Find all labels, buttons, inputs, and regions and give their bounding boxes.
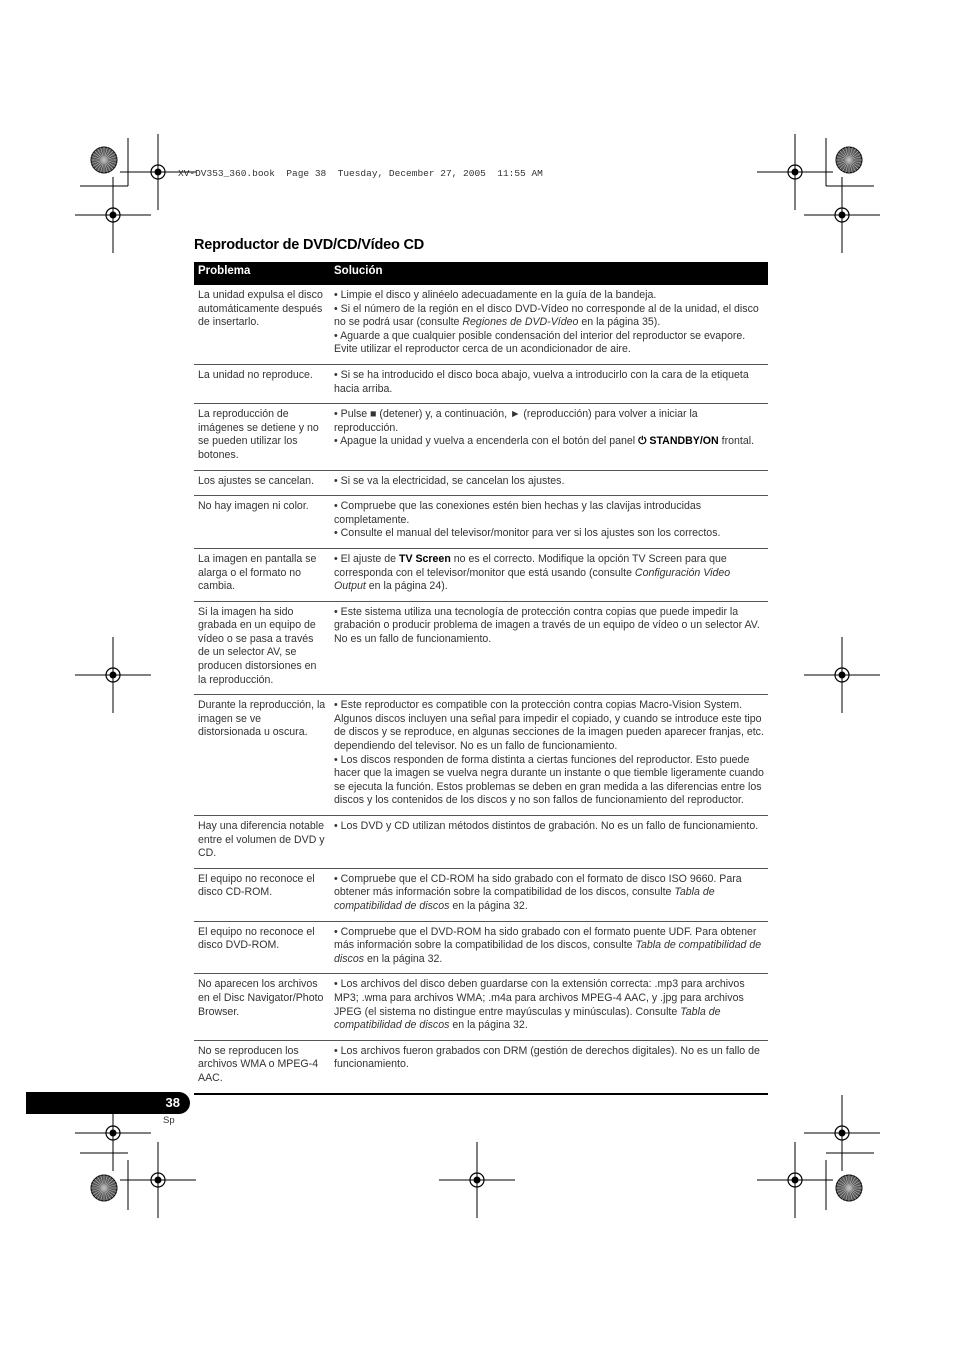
print-header: XV-DV353_360.book Page 38 Tuesday, December 27, 2005 11:55 AM [178,168,543,179]
cross-reference: Tabla de compatibilidad de discos [334,886,715,912]
solution-text: • Limpie el disco y alinéelo adecuadamente en la guía de la bandeja. [334,289,657,301]
cross-reference: Tabla de compatibilidad de discos [334,1005,721,1032]
registration-dot [155,169,162,176]
registration-dot [839,212,846,219]
registration-dot [110,672,117,679]
registration-dot [110,212,117,219]
problem-cell: La reproducción de imágenes se detiene y no se pueden utilizar los botones. [194,404,330,470]
registration-dot [792,1177,799,1184]
solution-text: • Este sistema utiliza una tecnología de protección contra copias que puede impedir la grabación o producir problema de imagen a través de un equipo de vídeo o un selector AV. No es un fallo de funcionamiento. [334,605,760,645]
problem-cell: La unidad no reproduce. [194,364,330,403]
solution-text: • Compruebe que el DVD-ROM ha sido grabado con el formato puente UDF. Para obtener más información sobre la compatibilidad de los discos, consulte [334,925,757,952]
solution-text: • Si se va la electricidad, se cancelan los ajustes. [334,474,565,487]
problem-cell: Si la imagen ha sido grabada en un equipo de vídeo o se pasa a través de un selector AV, se producen distorsiones en la reproducción. [194,601,330,695]
problem-cell: No hay imagen ni color. [194,496,330,549]
header-solution: Solución [330,262,768,285]
solution-text: • Pulse ■ (detener) y, a continuación, ► (reproducción) para volver a iniciar la reproducción. [334,408,698,434]
solution-text: • Si el número de la región en el disco DVD-Vídeo no corresponde al de la unidad, el disco no se podrá usar (consulte [334,302,759,329]
problem-cell: Durante la reproducción, la imagen se ve distorsionada u oscura. [194,695,330,816]
solution-text: en la página 32. [449,899,528,912]
problem-cell: No aparecen los archivos en el Disc Navigator/Photo Browser. [194,974,330,1040]
registration-dot [110,1130,117,1137]
cross-reference: Configuración Video Output [334,566,731,593]
problem-cell: Los ajustes se cancelan. [194,470,330,496]
ui-term: TV Screen [398,552,451,565]
page-language: Sp [163,1115,175,1126]
registration-dot [839,672,846,679]
solution-text: • Aguarde a que cualquier posible condensación del interior del reproductor se evapore. Evite utilizar el reproductor cerca de un acondicionador de aire. [334,329,746,356]
registration-dot [155,1177,162,1184]
solution-text: • Los DVD y CD utilizan métodos distintos de grabación. No es un fallo de funcionamiento. [334,820,759,832]
page-number: 38 [165,1095,180,1110]
solution-text: en la página 32. [449,1019,528,1032]
solution-text: en la página 32. [364,952,443,965]
problem-cell: La unidad expulsa el disco automáticamente después de insertarlo. [194,285,330,364]
problem-cell: El equipo no reconoce el disco CD-ROM. [194,868,330,921]
solution-text: frontal. [718,435,755,448]
problem-cell: No se reproducen los archivos WMA o MPEG-4 AAC. [194,1040,330,1093]
solution-text: • Consulte el manual del televisor/monitor para ver si los ajustes son los correctos. [334,527,721,540]
problem-cell: La imagen en pantalla se alarga o el formato no cambia. [194,548,330,601]
registration-dot [792,169,799,176]
solution-text: • Apague la unidad y vuelva a encenderla con el botón del panel [334,435,639,448]
cross-reference: Regiones de DVD-Vídeo [462,316,579,329]
problem-cell: Hay una diferencia notable entre el volumen de DVD y CD. [194,816,330,869]
solution-text: • Si se ha introducido el disco boca abajo, vuelva a introducirlo con la cara de la etiqueta hacia arriba. [334,368,749,395]
cross-reference: Tabla de compatibilidad de discos [334,939,762,965]
solution-text: • El ajuste de [334,552,399,565]
solution-text: • Los discos responden de forma distinta a ciertas funciones del reproductor. Esto puede hacer que la imagen se vuelva negra durante un instante o que tiemble ligeramente cuando se ejecuta la función. Estos problemas se deben en gran medida a las diferencias entre los discos y los contenidos de los discos y no son fallos de funcionamiento del reproductor. [334,753,764,807]
solution-text: • Compruebe que las conexiones estén bien hechas y las clavijas introducidas completamente. [334,500,702,526]
ui-term: ⏻ STANDBY/ON [638,435,719,448]
registration-dot [474,1177,481,1184]
solution-text: en la página 24). [365,580,448,593]
solution-text: no es el correcto. Modifique la opción TV Screen para que corresponda con el televisor/monitor que está usando (consulte [334,552,727,579]
solution-text: • Los archivos del disco deben guardarse con la extensión correcta: .mp3 para archivos MP3; .wma para archivos WMA; .m4a para archivos MPEG-4 AAC, y .jpg para archivos JPEG (el sistema no distingue entre mayúsculas y minúsculas). Consulte [334,978,745,1018]
solution-text: • Este reproductor es compatible con la protección contra copias Macro-Vision System. Algunos discos incluyen una señal para impedir el copiado, y cuando se introduce este tipo de discos y se reproduce, en algunas secciones de la imagen pueden aparecer franjas, etc. dependiendo del televisor. No es un fallo de funcionamiento. [334,699,764,753]
solution-text: en la página 35). [578,316,661,329]
section-title: Reproductor de DVD/CD/Vídeo CD [194,237,425,253]
problem-cell: El equipo no reconoce el disco DVD-ROM. [194,921,330,974]
header-problem: Problema [194,262,330,285]
solution-text: • Compruebe que el CD-ROM ha sido grabado con el formato de disco ISO 9660. Para obtener más información sobre la compatibilidad de los discos, consulte [334,872,742,899]
registration-dot [839,1130,846,1137]
solution-text: • Los archivos fueron grabados con DRM (gestión de derechos digitales). No es un fallo de funcionamiento. [334,1044,760,1071]
